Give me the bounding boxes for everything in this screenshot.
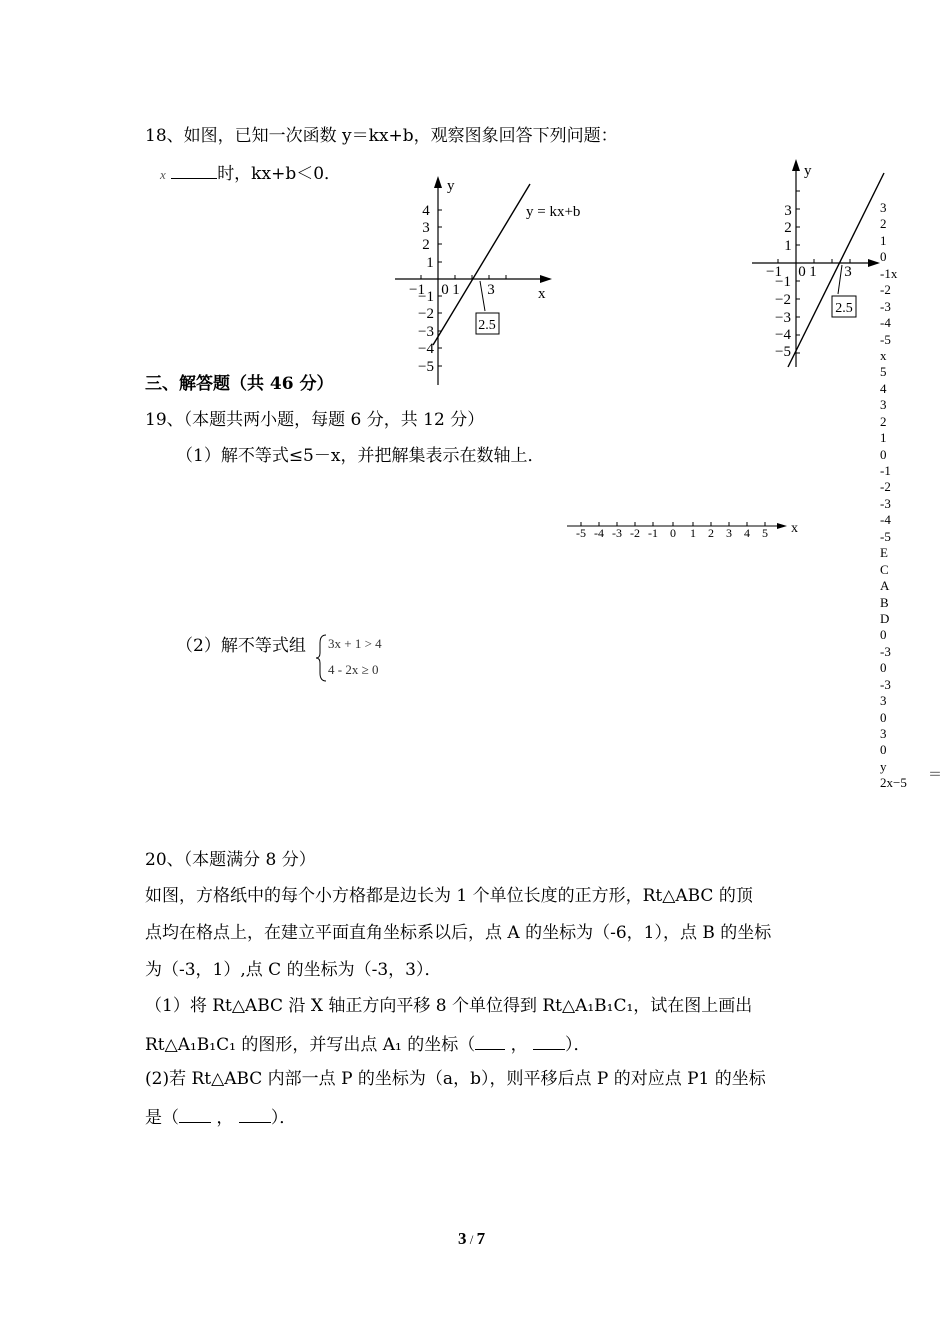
p1-x-blank[interactable] (179, 1106, 211, 1123)
right-col-item: -3 (880, 495, 891, 511)
number-line-tick: -1 (648, 526, 658, 540)
q20-part2-text: 是（ (145, 1108, 179, 1128)
number-line-tick: 4 (744, 526, 750, 540)
q20-line1: 如图，方格纸中的每个小方格都是边长为 1 个单位长度的正方形，Rt△ABC 的顶 (145, 886, 753, 906)
q20-part1-line1: （1）将 Rt△ABC 沿 X 轴正方向平移 8 个单位得到 Rt△A₁B₁C₁，试在图上画出 (145, 996, 753, 1016)
graph2-y-label: y (804, 163, 812, 179)
q20-part1-comma: ， (510, 1035, 528, 1055)
number-line-tick: -2 (630, 526, 640, 540)
q20-part1-text: Rt△A₁B₁C₁ 的图形，并写出点 A₁ 的坐标（ (145, 1035, 476, 1055)
number-line-x-label: x (791, 521, 798, 536)
graph1-y-tick: −5 (418, 359, 434, 375)
right-col-item: D (880, 610, 890, 626)
right-col-item: y (880, 758, 887, 774)
right-col-item: 1 (880, 430, 887, 446)
p1-y-blank[interactable] (239, 1106, 271, 1123)
right-col-item: x (880, 347, 887, 363)
graph1-x-tick: 1 (452, 282, 460, 298)
right-col-item: 3 (880, 200, 887, 215)
number-line-tick: -4 (594, 526, 604, 540)
right-col-item: -4 (880, 315, 891, 331)
right-col-item: 2x−5 (880, 775, 907, 791)
graph2-callout: 2.5 (835, 301, 853, 316)
right-col-item: 2 (880, 413, 887, 429)
a1-y-blank[interactable] (533, 1033, 565, 1050)
graph2-y-tick: −1 (775, 274, 791, 290)
right-col-item: -3 (880, 298, 891, 314)
q19-title: 19、（本题共两小题，每题 6 分，共 12 分） (145, 410, 485, 430)
graph2 (750, 155, 890, 370)
graph2-x-tick: 1 (809, 264, 817, 280)
q20-part2-line2 (145, 1106, 296, 1128)
q20-part1-line2 (145, 1033, 591, 1055)
right-col-item: 1 (880, 232, 887, 248)
graph1-x-tick: 3 (487, 282, 495, 298)
inequality-system-brace (316, 633, 328, 683)
graph1-x-label: x (538, 286, 546, 302)
right-col-item: B (880, 594, 889, 610)
q18-answer-suffix: 时，kx+b＜0． (217, 164, 342, 184)
graph1-line-label: y = kx+b (526, 204, 581, 220)
number-line-tick: 5 (762, 526, 768, 540)
q19-part1: （1）解不等式≤5－x，并把解集表示在数轴上． (176, 446, 545, 466)
right-col-item: -5 (880, 528, 891, 544)
graph2-y-tick: −4 (775, 327, 791, 343)
graph2-x-tick: 3 (844, 264, 852, 280)
page-number (458, 1229, 485, 1250)
number-line-tick: -3 (612, 526, 622, 540)
page-separator: / (466, 1232, 477, 1247)
right-col-item: 0 (880, 709, 887, 725)
graph2-x-tick: 0 (798, 264, 806, 280)
right-col-item: 3 (880, 397, 887, 413)
right-col-item: -2 (880, 479, 891, 495)
right-column-labels (880, 200, 910, 792)
right-col-item: 0 (880, 446, 887, 462)
page-total: 7 (476, 1229, 486, 1248)
system-eq-2: 4 - 2x ≥ 0 (328, 662, 379, 677)
graph1-y-tick: 4 (422, 203, 430, 219)
right-col-item: -4 (880, 512, 891, 528)
graph1-y-tick: −3 (418, 324, 434, 340)
graph2-y-tick: −3 (775, 310, 791, 326)
section3-title: 三、解答题（共 46 分） (145, 374, 334, 394)
graph1-y-tick: −2 (418, 306, 434, 322)
q18-answer-blank[interactable] (171, 162, 217, 179)
graph1 (390, 170, 620, 390)
system-eq-1: 3x + 1 > 4 (328, 636, 382, 651)
q18-title: 18、如图，已知一次函数 y＝kx+b，观察图象回答下列问题： (145, 126, 618, 146)
right-col-item: -5 (880, 331, 891, 347)
right-equals-sign: ＝ (928, 767, 942, 783)
number-line-tick: 2 (708, 526, 714, 540)
right-col-item: 0 (880, 660, 887, 676)
right-col-item: 5 (880, 364, 887, 380)
graph1-y-tick: 2 (422, 237, 430, 253)
graph2-y-tick: 2 (784, 220, 792, 236)
graph1-y-tick: 1 (426, 255, 434, 271)
q20-line3: 为（-3，1）,点 C 的坐标为（-3，3）． (145, 960, 442, 980)
q19-part2: （2）解不等式组 (176, 636, 306, 656)
graph2-y-tick: 3 (784, 203, 792, 219)
number-line-tick: 3 (726, 526, 732, 540)
right-col-item: E (880, 545, 888, 561)
page-current: 3 (458, 1229, 467, 1248)
right-col-item: 3 (880, 726, 887, 741)
graph1-y-tick: 3 (422, 220, 430, 236)
q20-part2-comma: ， (216, 1108, 234, 1128)
graph2-y-tick: −2 (775, 292, 791, 308)
right-col-item: 3 (880, 693, 887, 709)
right-col-item: 0 (880, 249, 887, 265)
number-line-tick: 0 (670, 526, 676, 540)
right-col-item: -1x (880, 265, 898, 281)
graph1-y-tick: −1 (418, 289, 434, 305)
q20-part1-end: ）． (565, 1035, 591, 1055)
graph2-y-tick: 1 (784, 238, 792, 254)
graph1-callout: 2.5 (478, 318, 496, 333)
number-line (565, 515, 805, 543)
right-col-item: -3 (880, 676, 891, 692)
q20-title: 20、（本题满分 8 分） (145, 850, 316, 870)
q20-part2-line1: (2)若 Rt△ABC 内部一点 P 的坐标为（a，b），则平移后点 P 的对应点 P1 的坐标 (145, 1069, 766, 1089)
graph1-x-tick: −1 (409, 282, 425, 298)
q18-var-x: x (160, 167, 166, 182)
right-col-item: -1 (880, 463, 891, 478)
right-col-item: 0 (880, 742, 887, 758)
graph1-y-tick: −4 (418, 341, 434, 357)
right-col-item: C (880, 561, 889, 577)
number-line-tick: 1 (690, 526, 696, 540)
q18-answer-line (160, 162, 341, 185)
graph2-y-tick: −5 (775, 344, 791, 360)
q20-part2-end: ）． (270, 1108, 297, 1128)
right-col-item: 4 (880, 380, 887, 396)
number-line-tick: -5 (576, 526, 586, 540)
graph1-x-tick: 0 (441, 282, 449, 298)
graph1-y-label: y (447, 178, 455, 194)
right-col-item: A (880, 578, 890, 594)
q20-line2: 点均在格点上，在建立平面直角坐标系以后，点 A 的坐标为（-6，1），点 B 的坐标 (145, 923, 772, 943)
right-col-item: -3 (880, 643, 891, 659)
right-col-item: 0 (880, 627, 887, 643)
graph2-x-tick: −1 (766, 264, 782, 280)
a1-x-blank[interactable] (475, 1033, 505, 1050)
right-col-item: 2 (880, 216, 887, 232)
right-col-item: -2 (880, 282, 891, 298)
